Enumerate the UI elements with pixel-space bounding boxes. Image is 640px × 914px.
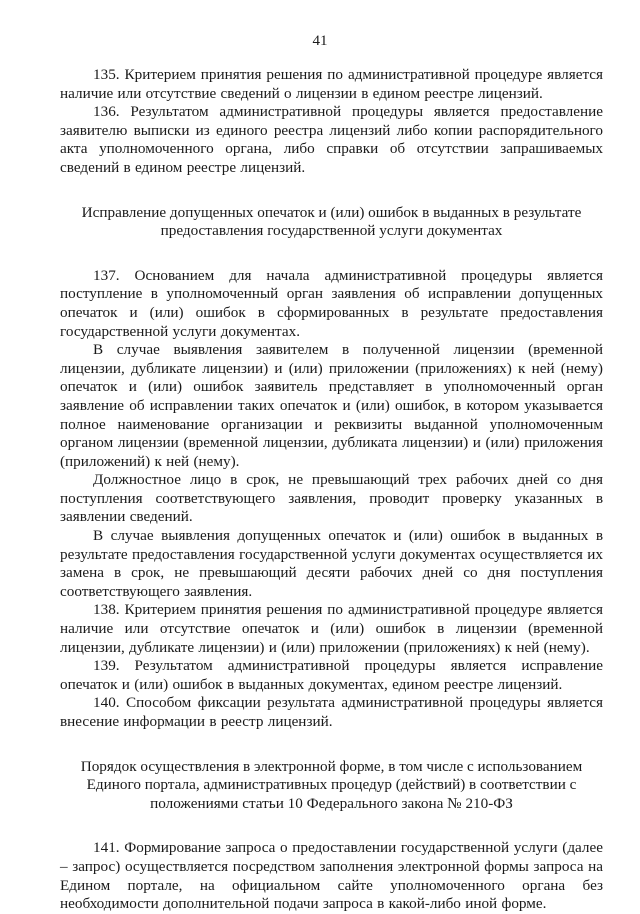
- paragraph-138: 138. Критерием принятия решения по административной процедуре является наличие или отсутствие опечаток и (или) ошибок в лицензии (временной лицензии, дубликате лицензии) и (или) приложении (приложениях) к ней (нему).: [60, 601, 603, 656]
- paragraph-137-official-check: Должностное лицо в срок, не превышающий трех рабочих дней со дня поступления соответствующего заявления, проводит проверку указанных в заявлении сведений.: [60, 471, 603, 526]
- paragraph-137: 137. Основанием для начала административной процедуры является поступление в уполномоченный орган заявления об исправлении допущенных опечаток и (или) ошибок в сформированных в результате предоставления государственной услуги документах.: [60, 266, 603, 340]
- paragraph-135: 135. Критерием принятия решения по административной процедуре является наличие или отсутствие сведений о лицензии в едином реестре лицензий.: [60, 66, 603, 102]
- document-body: [60, 66, 603, 914]
- paragraph-137-case-detection: В случае выявления заявителем в полученной лицензии (временной лицензии, дубликате лицензии) и (или) приложении (приложениях) к ней (нему) опечаток и (или) ошибок заявитель представляет в уполномоченный орган заявление об исправлении таких опечаток и (или) ошибок, в котором указывается полное наименование организации и реквизиты выданной уполномоченным органом лицензии (временной лицензии, дубликата лицензии) и (или) приложения (приложений) к ней (нему).: [60, 341, 603, 470]
- paragraph-136: 136. Результатом административной процедуры является предоставление заявителю выписки из единого реестра лицензий либо копии распорядительного акта уполномоченного органа, либо справки об отсутствии запрашиваемых сведений в едином реестре лицензий.: [60, 103, 603, 176]
- page-number: 41: [312, 33, 328, 49]
- paragraph-140: 140. Способом фиксации результата административной процедуры является внесение информации в реестр лицензий.: [60, 694, 603, 730]
- paragraph-141: 141. Формирование запроса о предоставлении государственной услуги (далее – запрос) осуществляется посредством заполнения электронной формы запроса на Едином портале, на официальном сайте уполномоченного органа без необходимости дополнительной подачи запроса в какой-либо иной форме.: [60, 839, 603, 913]
- section-heading-corrections: Исправление допущенных опечаток и (или) ошибок в выданных в результате предоставления государственной услуги документах: [81, 203, 582, 240]
- section-heading-electronic-form: Порядок осуществления в электронной форме, в том числе с использованием Единого портала, административных процедур (действий) в соответствии с положениями статьи 10 Федерального закона № 210-ФЗ: [80, 757, 583, 812]
- paragraph-137-replacement: В случае выявления допущенных опечаток и (или) ошибок в выданных в результате предоставления государственной услуги документах осуществляется их замена в срок, не превышающий десяти рабочих дней со дня поступления соответствующего заявления.: [60, 527, 603, 600]
- paragraph-139: 139. Результатом административной процедуры является исправление опечаток и (или) ошибок в выданных документах, едином реестре лицензий.: [60, 657, 603, 693]
